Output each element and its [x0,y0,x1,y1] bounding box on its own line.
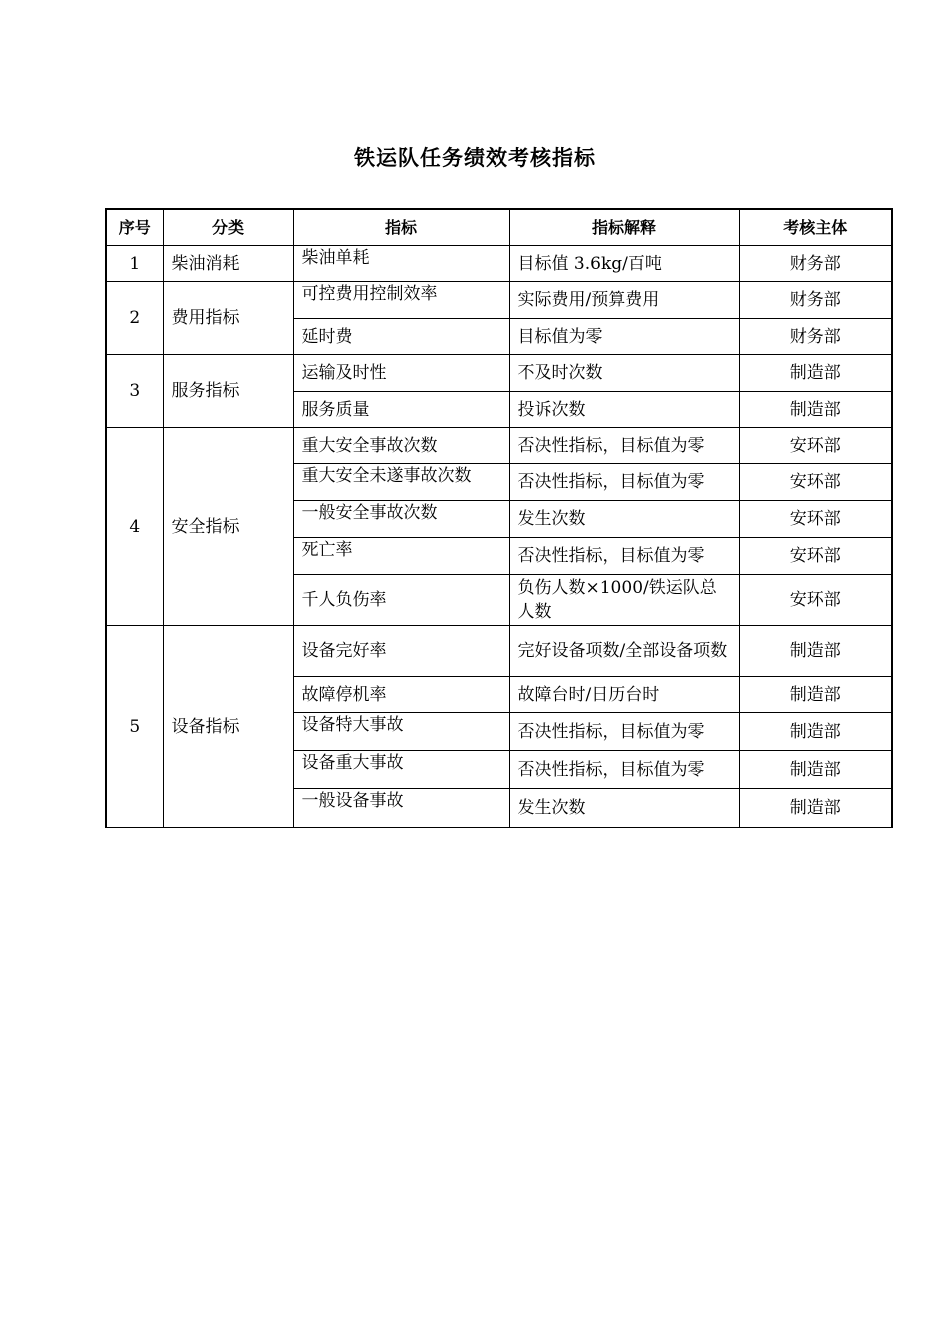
row-owner: 制造部 [739,713,892,751]
row-explanation: 目标值 3.6kg/百吨 [509,246,739,282]
row-owner: 制造部 [739,751,892,789]
row-indicator: 运输及时性 [293,355,509,392]
row-category: 柴油消耗 [163,246,293,282]
row-owner: 制造部 [739,789,892,828]
row-explanation: 实际费用/预算费用 [509,282,739,319]
indicator-table [105,208,893,828]
table-header-row [106,209,892,246]
row-category: 设备指标 [163,626,293,828]
row-explanation: 目标值为零 [509,319,739,355]
row-category: 安全指标 [163,428,293,626]
row-category: 费用指标 [163,282,293,355]
row-owner: 安环部 [739,575,892,626]
row-explanation: 否决性指标，目标值为零 [509,428,739,464]
row-explanation: 故障台时/日历台时 [509,677,739,713]
row-owner: 安环部 [739,464,892,501]
row-explanation: 完好设备项数/全部设备项数 [509,626,739,677]
row-explanation: 负伤人数×1000/铁运队总人数 [509,575,739,626]
table-row [106,282,892,319]
row-explanation: 否决性指标，目标值为零 [509,751,739,789]
table-row [106,355,892,392]
row-indicator: 千人负伤率 [293,575,509,626]
row-owner: 制造部 [739,355,892,392]
row-indicator: 死亡率 [293,538,509,575]
row-indicator: 一般安全事故次数 [293,501,509,538]
row-explanation: 发生次数 [509,501,739,538]
header-indicator: 指标 [293,209,509,246]
row-explanation: 否决性指标，目标值为零 [509,538,739,575]
header-owner: 考核主体 [739,209,892,246]
row-owner: 制造部 [739,677,892,713]
header-no: 序号 [106,209,163,246]
row-no: 1 [106,246,163,282]
row-indicator: 一般设备事故 [293,789,509,828]
row-owner: 安环部 [739,538,892,575]
row-no: 4 [106,428,163,626]
row-explanation: 不及时次数 [509,355,739,392]
row-explanation: 发生次数 [509,789,739,828]
row-owner: 制造部 [739,392,892,428]
row-indicator: 重大安全事故次数 [293,428,509,464]
row-owner: 财务部 [739,246,892,282]
row-indicator: 柴油单耗 [293,246,509,282]
row-indicator: 设备完好率 [293,626,509,677]
table-row [106,626,892,677]
row-owner: 财务部 [739,282,892,319]
row-no: 5 [106,626,163,828]
row-explanation: 投诉次数 [509,392,739,428]
row-explanation: 否决性指标，目标值为零 [509,713,739,751]
header-category: 分类 [163,209,293,246]
page-title: 铁运队任务绩效考核指标 [354,146,596,170]
table-row [106,246,892,282]
row-indicator: 重大安全未遂事故次数 [293,464,509,501]
header-explanation: 指标解释 [509,209,739,246]
row-indicator: 服务质量 [293,392,509,428]
row-indicator: 延时费 [293,319,509,355]
row-owner: 安环部 [739,428,892,464]
row-indicator: 设备特大事故 [293,713,509,751]
row-indicator: 设备重大事故 [293,751,509,789]
row-no: 3 [106,355,163,428]
row-owner: 制造部 [739,626,892,677]
row-owner: 财务部 [739,319,892,355]
row-category: 服务指标 [163,355,293,428]
table-row [106,428,892,464]
row-indicator: 可控费用控制效率 [293,282,509,319]
row-explanation: 否决性指标，目标值为零 [509,464,739,501]
row-owner: 安环部 [739,501,892,538]
row-no: 2 [106,282,163,355]
row-indicator: 故障停机率 [293,677,509,713]
